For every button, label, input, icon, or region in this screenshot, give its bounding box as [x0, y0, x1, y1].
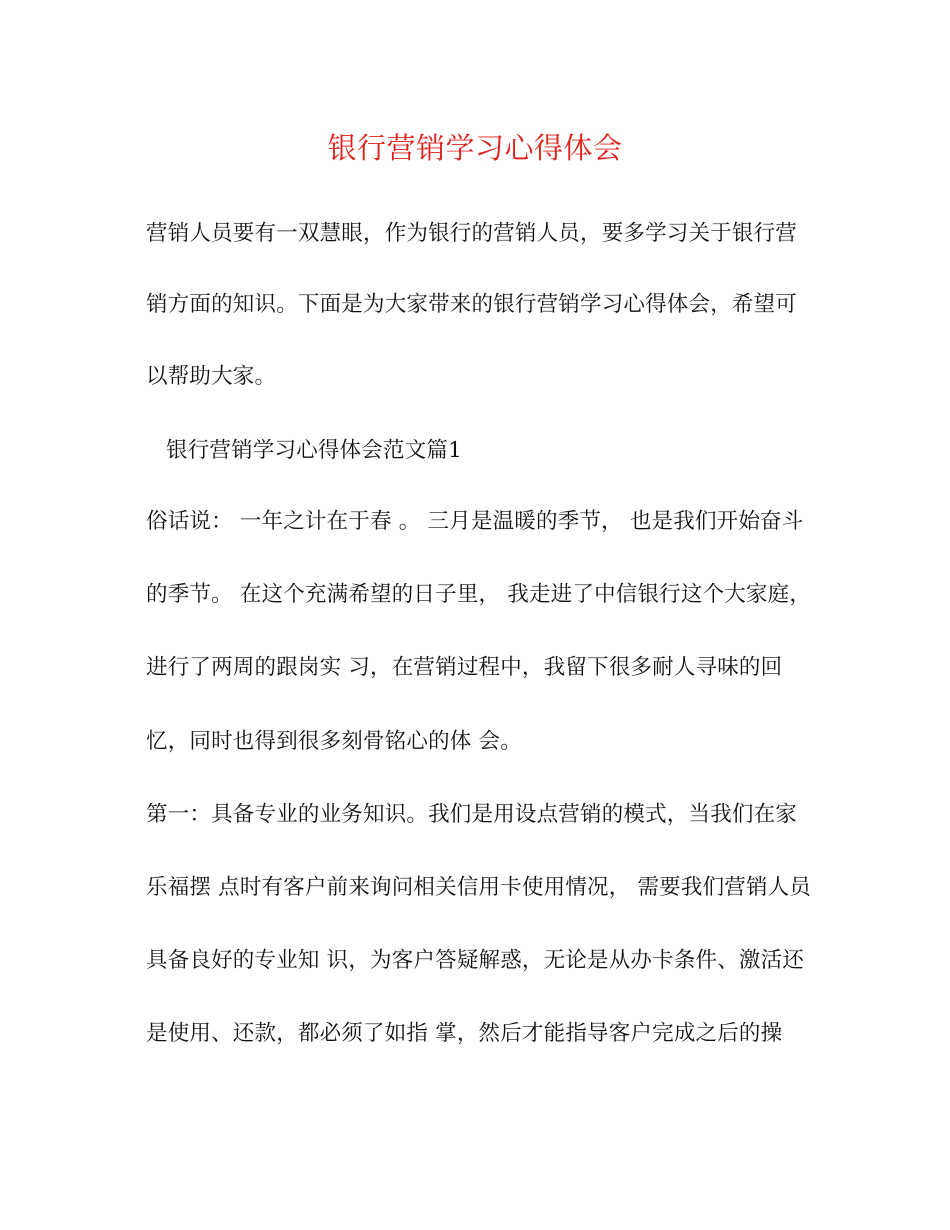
paragraph-line: 俗话说： 一年之计在于春 。 三月是温暖的季节， 也是我们开始奋斗: [146, 509, 804, 534]
paragraph-line: 具备良好的专业知 识，为客户答疑解惑，无论是从办卡条件、激活还: [146, 948, 805, 973]
document-title: 银行营销学习心得体会: [327, 131, 623, 165]
paragraph-line: 的季节。 在这个充满希望的日子里， 我走进了中信银行这个大家庭，: [146, 582, 812, 607]
section-heading: 银行营销学习心得体会范文篇1: [166, 438, 462, 463]
paragraph-line: 忆，同时也得到很多刻骨铭心的体 会。: [146, 729, 522, 754]
paragraph-line: 进行了两周的跟岗实 习，在营销过程中，我留下很多耐人寻味的回: [146, 655, 783, 680]
paragraph-line: 销方面的知识。下面是为大家带来的银行营销学习心得体会，希望可: [146, 292, 798, 317]
paragraph-line: 营销人员要有一双慧眼，作为银行的营销人员，要多学习关于银行营: [146, 221, 798, 246]
paragraph-line: 以帮助大家。: [146, 364, 277, 389]
paragraph-line: 是使用、还款，都必须了如指 掌，然后才能指导客户完成之后的操: [146, 1021, 783, 1046]
paragraph-line: 乐福摆 点时有客户前来询问相关信用卡使用情况， 需要我们营销人员: [146, 875, 812, 900]
paragraph-line: 第一：具备专业的业务知识。我们是用设点营销的模式，当我们在家: [146, 802, 798, 827]
